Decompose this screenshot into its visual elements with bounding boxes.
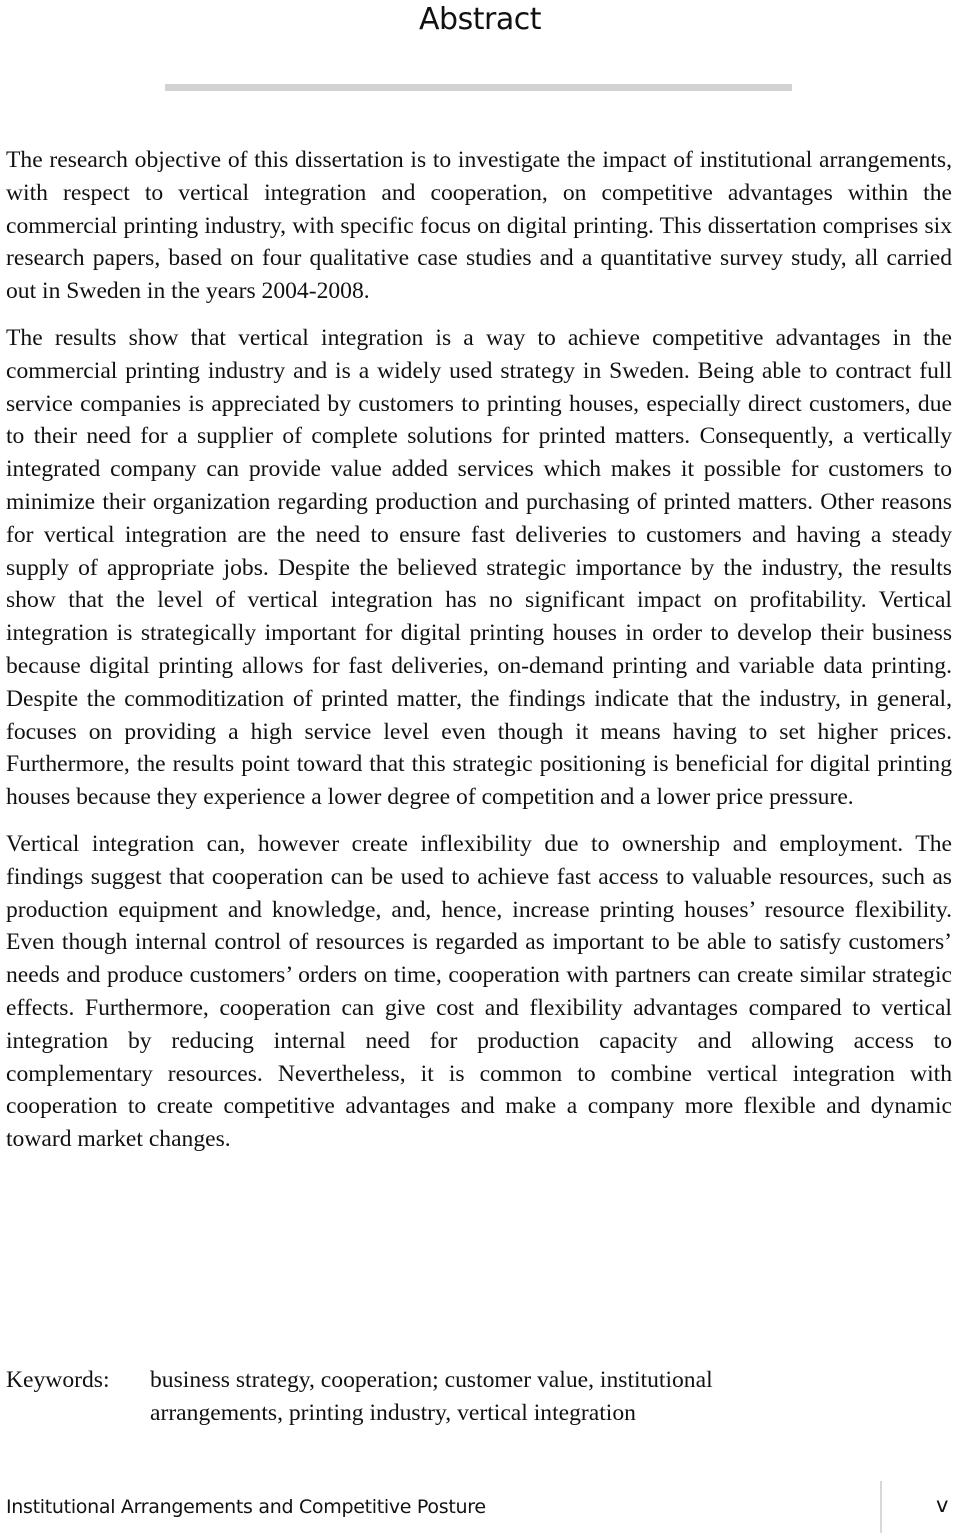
keywords-section xyxy=(6,1364,952,1430)
footer-divider xyxy=(880,1481,882,1533)
title-underline xyxy=(165,84,792,91)
keywords-list: business strategy, cooperation; customer value, institutional arrangements, printing industry, vertical integration xyxy=(150,1367,713,1426)
page-number: v xyxy=(936,1493,949,1517)
abstract-paragraph-1: The research objective of this dissertation is to investigate the impact of institutional arrangements, with respect to vertical integration and cooperation, on competitive advantages within the commercial printing industry, with specific focus on digital printing. This dissertation comprises six research papers, based on four qualitative case studies and a quantitative survey study, all carried out in Sweden in the years 2004-2008. xyxy=(6,147,952,305)
keywords-label: Keywords: xyxy=(6,1367,110,1393)
footer-running-title: Institutional Arrangements and Competitive Posture xyxy=(6,1496,486,1518)
page-title: Abstract xyxy=(419,2,541,37)
abstract-body xyxy=(6,144,952,1170)
abstract-paragraph-3: Vertical integration can, however create inflexibility due to ownership and employment. The findings suggest that cooperation can be used to achieve fast access to valuable resources, such as production equipment and knowledge, and, hence, increase printing houses’ resource flexibility. Even though internal control of resources is regarded as important to be able to satisfy customers’ needs and produce customers’ orders on time, cooperation with partners can create similar strategic effects. Furthermore, cooperation can give cost and flexibility advantages compared to vertical integration by reducing internal need for production capacity and allowing access to complementary resources. Nevertheless, it is common to combine vertical integration with cooperation to create competitive advantages and make a company more flexible and dynamic toward market changes. xyxy=(6,830,952,1153)
abstract-paragraph-2: The results show that vertical integration is a way to achieve competitive advantages in the commercial printing industry and is a widely used strategy in Sweden. Being able to contract full service companies is appreciated by customers to printing houses, especially direct customers, due to their need for a supplier of complete solutions for printed matters. Consequently, a vertically integrated company can provide value added services which makes it possible for customers to minimize their organization regarding production and purchasing of printed matters. Other reasons for vertical integration are the need to ensure fast deliveries to customers and having a steady supply of appropriate jobs. Despite the believed strategic importance by the industry, the results show that the level of vertical integration has no significant impact on profitability. Vertical integration is strategically important for digital printing houses in order to develop their business because digital printing allows for fast deliveries, on-demand printing and variable data printing. Despite the commoditization of printed matter, the findings indicate that the industry, in general, focuses on providing a high service level even though it means having to set higher prices. Furthermore, the results point toward that this strategic positioning is beneficial for digital printing houses because they experience a lower degree of competition and a lower price pressure. xyxy=(6,324,952,811)
